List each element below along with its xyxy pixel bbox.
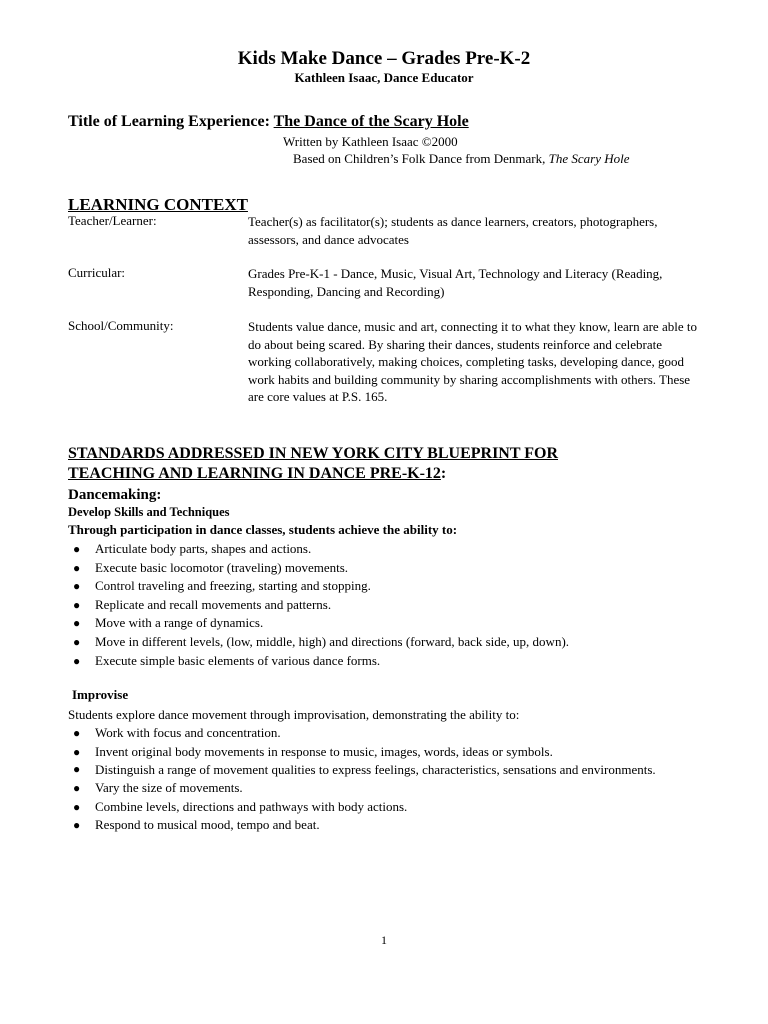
document-title: Kids Make Dance – Grades Pre-K-2: [237, 48, 531, 69]
list-item-text: Work with focus and concentration.: [95, 725, 281, 740]
context-label-school-community: School/Community:: [68, 318, 174, 333]
context-label-teacher-learner: Teacher/Learner:: [68, 213, 157, 228]
bullet-icon: ●: [73, 616, 81, 631]
list-item-text: Execute simple basic elements of various dance forms.: [95, 652, 381, 668]
list-item: [68, 559, 708, 578]
page-number: 1: [381, 933, 387, 947]
list-item: [68, 761, 708, 779]
standards-heading: [68, 444, 558, 484]
written-by: Written by Kathleen Isaac ©2000: [283, 134, 458, 149]
list-item: [68, 816, 708, 835]
list-item: [68, 779, 708, 798]
bullet-icon: ●: [73, 762, 81, 777]
skills-subheading: Develop Skills and Techniques: [68, 505, 230, 519]
dancemaking-intro: Through participation in dance classes, students achieve the ability to:: [68, 522, 458, 537]
bullet-icon: ●: [73, 781, 81, 796]
list-item-text: Respond to musical mood, tempo and beat.: [95, 817, 320, 833]
list-item: [68, 614, 708, 633]
bullet-icon: ●: [73, 597, 81, 612]
bullet-icon: ●: [73, 542, 81, 556]
bullet-icon: ●: [73, 634, 81, 649]
based-on: [293, 151, 630, 167]
standards-heading-colon: :: [440, 465, 447, 482]
bullet-icon: ●: [73, 579, 81, 594]
improvise-bullet-list: [68, 724, 708, 835]
dancemaking-heading: Dancemaking:: [68, 487, 162, 503]
based-on-prefix: Based on Children’s Folk Dance from Denmark,: [293, 151, 549, 166]
standards-heading-line2: TEACHING AND LEARNING IN DANCE PRE-K-12: [68, 465, 441, 482]
based-on-title: The Scary Hole: [548, 151, 630, 166]
bullet-icon: ●: [73, 818, 81, 833]
improvise-heading: Improvise: [72, 687, 129, 702]
list-item-text: Invent original body movements in response to music, images, words, ideas or symbols.: [95, 743, 553, 759]
learning-experience-name: The Dance of the Scary Hole: [273, 113, 469, 130]
context-text-curricular: Grades Pre-K-1 - Dance, Music, Visual Art, Technology and Literacy (Reading, Responding, Dancing and Recording): [248, 266, 663, 299]
list-item: [68, 724, 708, 743]
list-item-text: Move in different levels, (low, middle, high) and directions (forward, back side, up, down).: [95, 633, 570, 649]
document-subtitle: Kathleen Isaac, Dance Educator: [294, 70, 474, 85]
list-item-text: Articulate body parts, shapes and actions.: [95, 541, 312, 556]
bullet-icon: ●: [73, 744, 81, 759]
list-item-text: Distinguish a range of movement qualities to express feelings, characteristics, sensations and environments.: [95, 762, 656, 778]
dancemaking-bullet-list: [68, 540, 708, 670]
list-item: [68, 596, 708, 615]
bullet-icon: ●: [73, 726, 81, 740]
list-item-text: Move with a range of dynamics.: [95, 615, 264, 631]
list-item: [68, 540, 708, 559]
bullet-icon: ●: [73, 653, 81, 668]
list-item: [68, 577, 708, 596]
improvise-intro: Students explore dance movement through improvisation, demonstrating the ability to:: [68, 707, 520, 722]
context-text-teacher-learner: Teacher(s) as facilitator(s); students as dance learners, creators, photographers, assessors, and dance advocates: [248, 214, 658, 247]
list-item: [68, 798, 708, 817]
list-item-text: Replicate and recall movements and patterns.: [95, 596, 332, 612]
context-text-school-community: Students value dance, music and art, connecting it to what they know, learn are able to do about being scared. By sharing their dances, students reinforce and celebrate working collaboratively, making choices, completing tasks, developing dance, good work habits and building community by sharing accomplishments with others. These are core values at P.S. 165.: [248, 319, 697, 404]
bullet-icon: ●: [73, 560, 81, 575]
list-item-text: Combine levels, directions and pathways with body actions.: [95, 798, 408, 814]
list-item: [68, 743, 708, 762]
bullet-icon: ●: [73, 799, 81, 814]
learning-context-heading: LEARNING CONTEXT: [68, 195, 248, 214]
list-item-text: Vary the size of movements.: [95, 780, 243, 796]
list-item-text: Control traveling and freezing, starting and stopping.: [95, 578, 371, 594]
standards-heading-line1: STANDARDS ADDRESSED IN NEW YORK CITY BLUEPRINT FOR: [68, 445, 559, 462]
learning-experience-label: Title of Learning Experience:: [68, 113, 274, 130]
list-item: [68, 633, 708, 652]
context-label-curricular: Curricular:: [68, 265, 126, 280]
list-item: [68, 652, 708, 671]
list-item-text: Execute basic locomotor (traveling) movements.: [95, 559, 349, 575]
learning-experience-title: [68, 113, 469, 131]
